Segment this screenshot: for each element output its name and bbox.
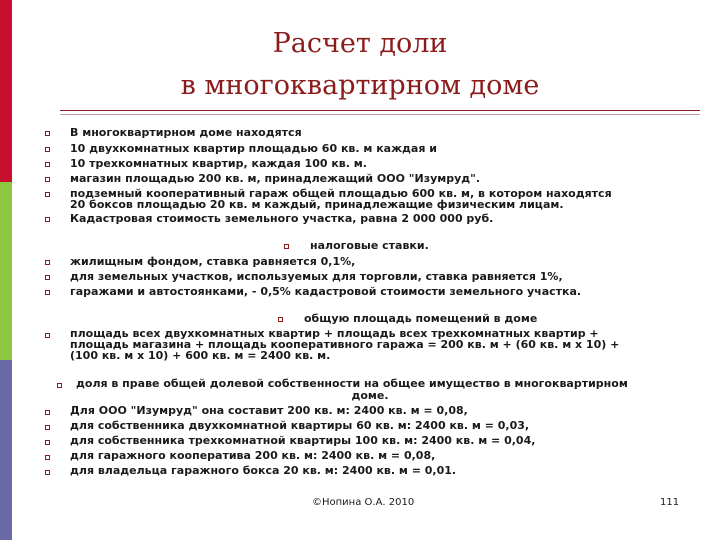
list-item: подземный кооперативный гараж общей площадью 600 кв. м, в котором находятся <box>70 187 612 200</box>
section-heading: доля в праве общей долевой собственности на общее имущество в многоквартирном <box>76 377 628 390</box>
list-item: площадь всех двухкомнатных квартир + площадь всех трехкомнатных квартир + <box>70 327 599 340</box>
section-heading: общую площадь помещений в доме <box>304 312 538 325</box>
square-bullet-icon <box>45 162 50 167</box>
list-item: Кадастровая стоимость земельного участка, равна 2 000 000 руб. <box>70 212 494 225</box>
list-item-continued: площадь магазина + площадь кооперативного гаража = 200 кв. м + (60 кв. м х 10) + <box>70 338 620 351</box>
slide-title-line1: Расчет доли <box>272 28 448 59</box>
square-bullet-icon <box>45 131 50 136</box>
list-item: Для ООО "Изумруд" она составит 200 кв. м: 2400 кв. м = 0,08, <box>70 404 468 417</box>
footer-page-number: 111 <box>660 497 680 508</box>
square-bullet-icon <box>45 425 50 430</box>
section-heading: налоговые ставки. <box>310 239 429 252</box>
title-rule-thin <box>60 114 700 115</box>
list-item: для собственника трехкомнатной квартиры 100 кв. м: 2400 кв. м = 0,04, <box>70 434 536 447</box>
square-bullet-icon <box>45 455 50 460</box>
square-bullet-icon <box>278 317 283 322</box>
footer-author: ©Нопина О.А. 2010 <box>312 497 415 508</box>
square-bullet-icon <box>45 177 50 182</box>
square-bullet-icon <box>45 192 50 197</box>
list-item-continued: (100 кв. м х 10) + 600 кв. м = 2400 кв. м. <box>70 349 331 362</box>
list-item: для гаражного кооператива 200 кв. м: 2400 кв. м = 0,08, <box>70 449 436 462</box>
square-bullet-icon <box>45 290 50 295</box>
list-item: В многоквартирном доме находятся <box>70 126 302 139</box>
list-item-continued: 20 боксов площадью 20 кв. м каждый, принадлежащие физическим лицам. <box>70 198 564 211</box>
list-item: для земельных участков, используемых для торговли, ставка равняется 1%, <box>70 270 563 283</box>
title-rule <box>60 110 700 111</box>
list-item: жилищным фондом, ставка равняется 0,1%, <box>70 255 356 268</box>
square-bullet-icon <box>45 470 50 475</box>
list-item: для собственника двухкомнатной квартиры 60 кв. м: 2400 кв. м = 0,03, <box>70 419 530 432</box>
square-bullet-icon <box>45 275 50 280</box>
square-bullet-icon <box>284 244 289 249</box>
section-heading-continued: доме. <box>351 389 389 402</box>
list-item: для владельца гаражного бокса 20 кв. м: 2400 кв. м = 0,01. <box>70 464 457 477</box>
list-item: гаражами и автостоянками, - 0,5% кадастровой стоимости земельного участка. <box>70 285 582 298</box>
square-bullet-icon <box>45 260 50 265</box>
list-item: 10 двухкомнатных квартир площадью 60 кв. м каждая и <box>70 142 437 155</box>
square-bullet-icon <box>45 440 50 445</box>
square-bullet-icon <box>45 410 50 415</box>
stripe-blue <box>0 360 12 540</box>
stripe-green <box>0 182 12 360</box>
list-item: магазин площадью 200 кв. м, принадлежащий ООО "Изумруд". <box>70 172 481 185</box>
slide-title-line2: в многоквартирном доме <box>180 70 540 101</box>
square-bullet-icon <box>45 147 50 152</box>
list-item: 10 трехкомнатных квартир, каждая 100 кв. м. <box>70 157 367 170</box>
square-bullet-icon <box>57 383 62 388</box>
square-bullet-icon <box>45 333 50 338</box>
square-bullet-icon <box>45 217 50 222</box>
